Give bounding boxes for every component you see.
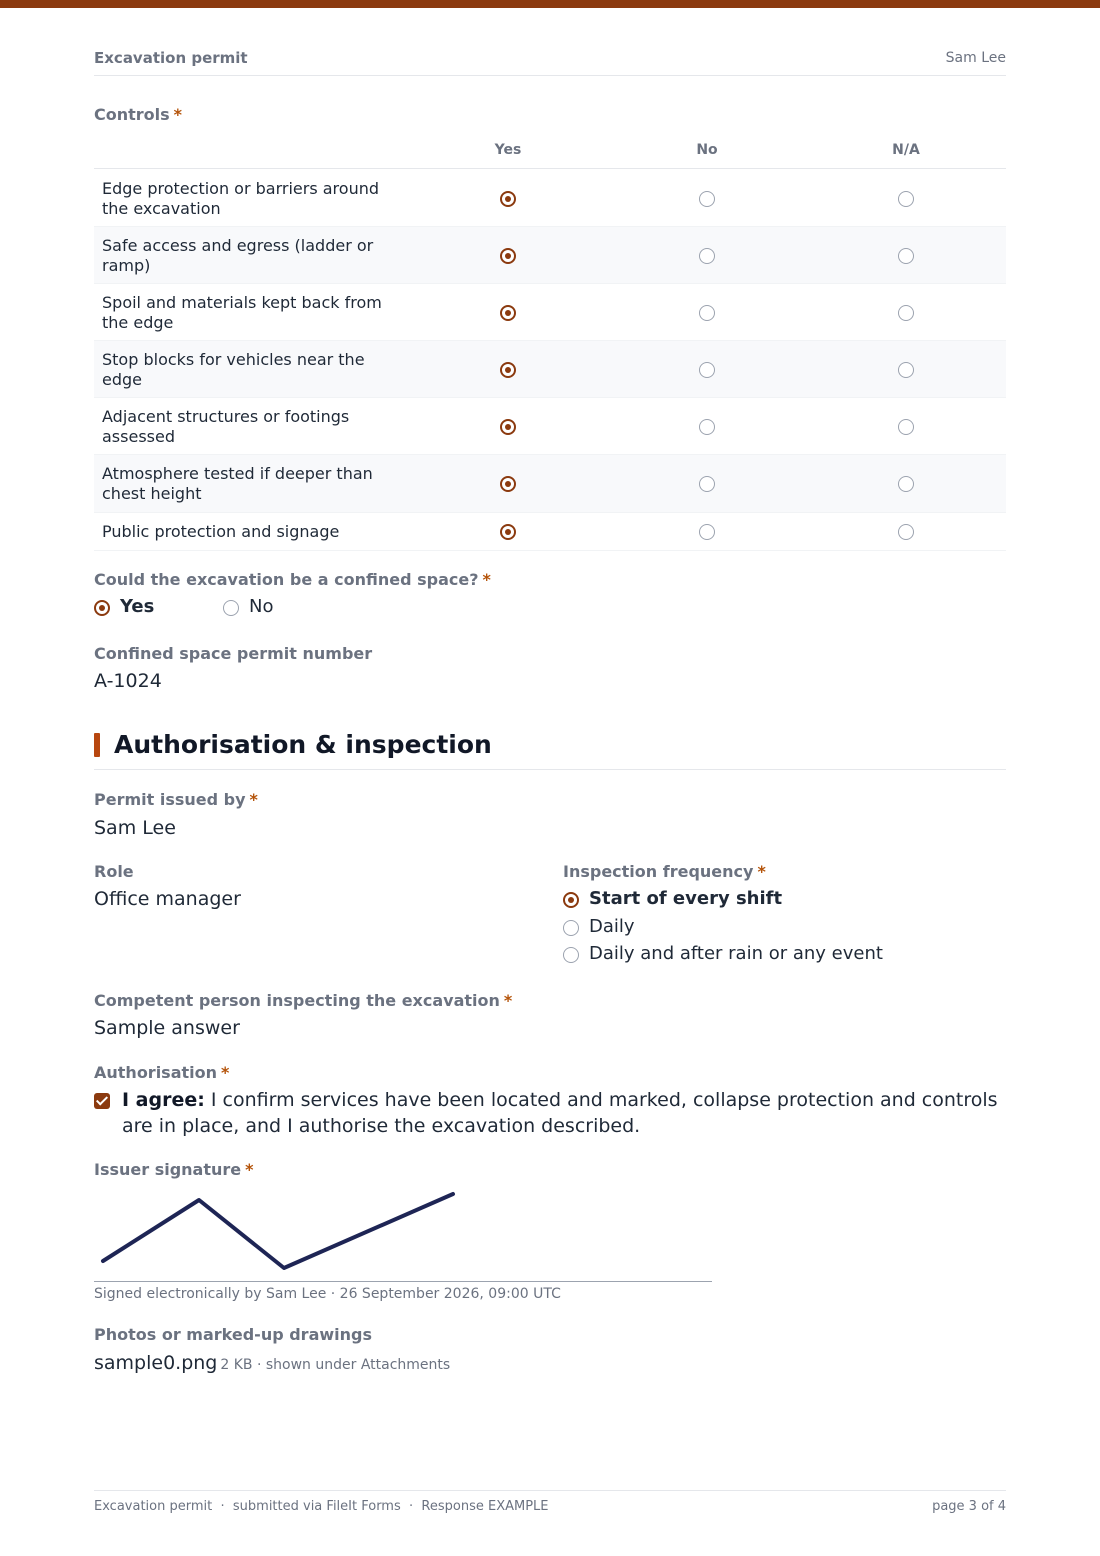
control-radio-no[interactable] <box>699 248 715 264</box>
control-radio-yes[interactable] <box>500 476 516 492</box>
required-marker: * <box>221 1063 230 1082</box>
column-na: N/A <box>892 142 920 158</box>
issued-by-label-text: Permit issued by <box>94 790 246 809</box>
attachment-file-meta: 2 KB · shown under Attachments <box>220 1357 451 1373</box>
section-accent-bar <box>94 733 100 757</box>
section-heading <box>94 730 1006 770</box>
control-radio-na[interactable] <box>898 248 914 264</box>
control-radio-no[interactable] <box>699 476 715 492</box>
control-radio-no[interactable] <box>699 191 715 207</box>
option-label: Yes <box>120 596 155 617</box>
radio-unselected[interactable] <box>563 920 579 936</box>
inspection-frequency-label <box>563 862 766 881</box>
attachment-item <box>94 1352 450 1374</box>
competent-person-label <box>94 991 512 1010</box>
required-marker: * <box>503 991 513 1010</box>
controls-row <box>94 284 1006 341</box>
form-title: Excavation permit <box>94 49 248 67</box>
control-radio-no[interactable] <box>699 419 715 435</box>
control-radio-no[interactable] <box>699 305 715 321</box>
control-radio-na[interactable] <box>898 419 914 435</box>
controls-row <box>94 455 1006 513</box>
competent-person-value: Sample answer <box>94 1017 240 1039</box>
signature-caption: Signed electronically by Sam Lee · 26 September 2026, 09:00 UTC <box>94 1286 561 1302</box>
controls-matrix-header <box>94 140 1006 169</box>
control-question: Adjacent structures or footings assessed <box>102 407 350 446</box>
option-label: Daily <box>589 916 635 937</box>
control-radio-na[interactable] <box>898 191 914 207</box>
authorisation-label <box>94 1063 229 1082</box>
column-no: No <box>696 142 718 158</box>
agree-body-text: I confirm services have been located and marked, collapse protection and controls are in place, and I authorise the excavation described. <box>122 1089 998 1137</box>
section-title: Authorisation & inspection <box>114 730 492 759</box>
issued-by-label <box>94 790 258 809</box>
control-question: Edge protection or barriers around the excavation <box>102 179 380 218</box>
confined-permit-label: Confined space permit number <box>94 644 373 663</box>
option-label: Daily and after rain or any event <box>589 943 883 964</box>
column-yes: Yes <box>494 142 522 158</box>
control-radio-na[interactable] <box>898 476 914 492</box>
controls-label-text: Controls <box>94 105 170 124</box>
option-label: Start of every shift <box>589 888 783 909</box>
signature-label <box>94 1160 254 1179</box>
confined-space-label <box>94 570 491 589</box>
control-radio-no[interactable] <box>699 524 715 540</box>
control-question: Public protection and signage <box>102 522 340 541</box>
controls-row <box>94 341 1006 398</box>
authorisation-statement <box>122 1087 1006 1139</box>
confined-permit-value: A-1024 <box>94 670 162 692</box>
role-value: Office manager <box>94 888 241 910</box>
inspection-frequency-label-text: Inspection frequency <box>563 862 754 881</box>
page-number: page 3 of 4 <box>932 1499 1006 1514</box>
radio-selected[interactable] <box>563 892 579 908</box>
radio-unselected[interactable] <box>223 600 239 616</box>
footer-left-text: Excavation permit · submitted via FileIt Forms · Response EXAMPLE <box>94 1499 549 1514</box>
attachment-file-name[interactable]: sample0.png <box>94 1352 218 1374</box>
page-header <box>94 48 1006 76</box>
competent-person-label-text: Competent person inspecting the excavation <box>94 991 500 1010</box>
confined-space-label-text: Could the excavation be a confined space? <box>94 570 479 589</box>
control-radio-yes[interactable] <box>500 524 516 540</box>
signature-line <box>94 1281 712 1282</box>
control-radio-yes[interactable] <box>500 419 516 435</box>
control-radio-yes[interactable] <box>500 362 516 378</box>
top-accent-bar <box>0 0 1100 8</box>
photos-label: Photos or marked-up drawings <box>94 1325 372 1344</box>
control-radio-na[interactable] <box>898 524 914 540</box>
required-marker: * <box>757 862 766 881</box>
controls-label <box>94 105 182 124</box>
controls-row <box>94 170 1006 227</box>
control-question: Atmosphere tested if deeper than chest height <box>102 464 373 503</box>
agree-bold-text: I agree: <box>122 1089 205 1111</box>
control-radio-yes[interactable] <box>500 191 516 207</box>
page-footer <box>94 1490 1006 1520</box>
signature-label-text: Issuer signature <box>94 1160 242 1179</box>
required-marker: * <box>482 570 491 589</box>
required-marker: * <box>245 1160 254 1179</box>
control-radio-yes[interactable] <box>500 248 516 264</box>
control-question: Spoil and materials kept back from the edge <box>102 293 382 332</box>
radio-selected[interactable] <box>94 600 110 616</box>
controls-row <box>94 513 1006 551</box>
control-radio-na[interactable] <box>898 305 914 321</box>
radio-unselected[interactable] <box>563 947 579 963</box>
header-user: Sam Lee <box>945 50 1006 66</box>
control-question: Safe access and egress (ladder or ramp) <box>102 236 374 275</box>
issued-by-value: Sam Lee <box>94 817 176 839</box>
signature-drawing <box>94 1185 474 1280</box>
control-radio-no[interactable] <box>699 362 715 378</box>
authorisation-label-text: Authorisation <box>94 1063 218 1082</box>
control-radio-na[interactable] <box>898 362 914 378</box>
control-question: Stop blocks for vehicles near the edge <box>102 350 365 389</box>
controls-row <box>94 398 1006 455</box>
option-label: No <box>249 596 274 617</box>
authorisation-checkbox[interactable] <box>94 1093 110 1109</box>
control-radio-yes[interactable] <box>500 305 516 321</box>
controls-row <box>94 227 1006 284</box>
role-label: Role <box>94 862 134 881</box>
required-marker: * <box>173 105 183 124</box>
required-marker: * <box>249 790 258 809</box>
